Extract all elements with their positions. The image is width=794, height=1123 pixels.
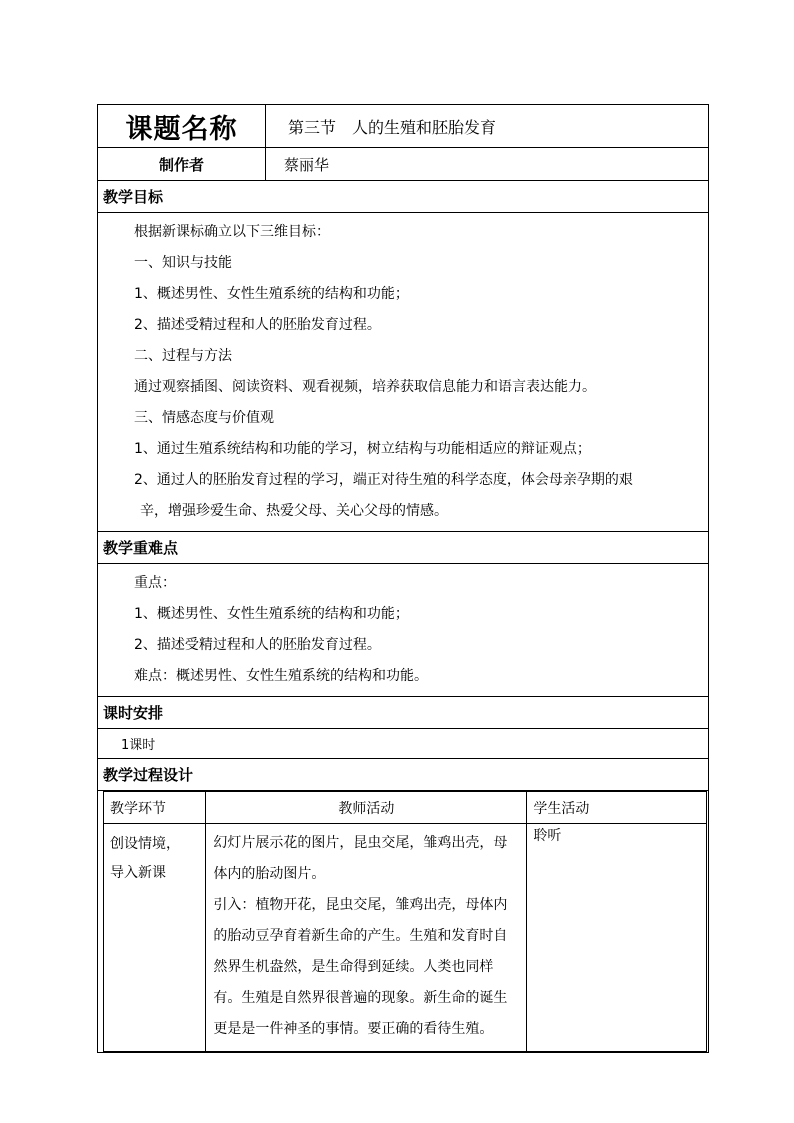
objective-line: 1、概述男性、女性生殖系统的结构和功能； [134,286,409,302]
teacher-cell [206,824,527,1052]
process-heading-row [98,759,708,791]
objective-line: 辛，增强珍爱生命、热爱父母、关心父母的情感。 [140,503,448,519]
objectives-body [98,213,708,531]
teacher-paragraph: 引入：植物开花，昆虫交尾，雏鸡出壳，母体内的胎动豆孕育着新生命的产生。生殖和发育时自然界生机盎然，是生命得到延续。人类也同样有。生殖是自然界很普遍的现象。新生命的诞生更是是一件神圣的事情。要正确的看待生殖。 [213,897,508,1037]
keypoints-heading: 教学重难点 [103,539,179,557]
step-line: 导入新课 [110,865,166,881]
maker-label: 制作者 [98,148,266,180]
student-cell: 聆听 [527,824,707,1052]
maker-row [98,148,708,181]
keypoints-body [98,564,708,696]
schedule-heading: 课时安排 [103,704,164,722]
keypoints-heading-row [98,532,708,564]
title-row [98,105,708,148]
schedule-body-row [98,729,708,759]
objective-line: 通过观察插图、阅读资料、观看视频，培养获取信息能力和语言表达能力。 [134,379,596,395]
process-header-row [104,792,707,824]
objectives-body-row [98,213,708,532]
step-cell [104,824,206,1052]
column-header-student: 学生活动 [527,792,707,824]
schedule-heading-row [98,697,708,729]
keypoints-body-row [98,564,708,697]
lesson-plan-page [97,104,709,1053]
lesson-plan-table [97,104,709,1053]
process-table-wrap [98,791,708,1052]
title-label: 课题名称 [98,105,266,147]
objective-line: 2、通过人的胚胎发育过程的学习，端正对待生殖的科学态度，体会母亲孕期的艰 [134,472,633,488]
keypoint-line: 1、概述男性、女性生殖系统的结构和功能； [134,606,409,622]
step-line: 创设情境， [110,836,180,852]
objectives-heading: 教学目标 [103,188,164,206]
process-body-row [98,791,708,1052]
maker-value: 蔡丽华 [284,155,330,174]
keypoint-line: 难点：概述男性、女性生殖系统的结构和功能。 [134,668,428,684]
column-header-teacher: 教师活动 [206,792,527,824]
objective-line: 根据新课标确立以下三维目标： [134,224,330,240]
table-row [104,824,707,1052]
objective-line: 2、描述受精过程和人的胚胎发育过程。 [134,317,381,333]
keypoint-line: 重点： [134,575,176,591]
objective-line: 1、通过生殖系统结构和功能的学习，树立结构与功能相适应的辩证观点； [134,441,591,457]
teacher-paragraph: 幻灯片展示花的图片，昆虫交尾，雏鸡出壳，母体内的胎动图片。 [213,835,508,882]
objective-line: 二、过程与方法 [134,348,232,364]
schedule-value: 1课时 [121,738,156,753]
objective-line: 一、知识与技能 [134,255,232,271]
process-table [103,791,707,1052]
objective-line: 三、情感态度与价值观 [134,410,274,426]
column-header-step: 教学环节 [104,792,206,824]
objectives-heading-row [98,181,708,213]
process-heading: 教学过程设计 [103,766,194,784]
title-value: 第三节 人的生殖和胚胎发育 [288,117,497,137]
keypoint-line: 2、描述受精过程和人的胚胎发育过程。 [134,637,381,653]
